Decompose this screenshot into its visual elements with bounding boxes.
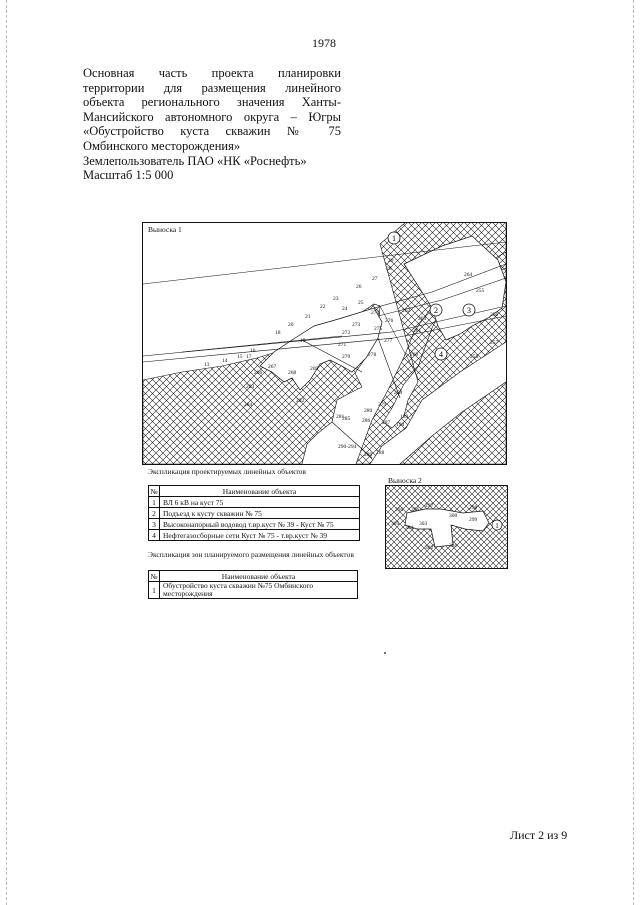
point-label: 24 [342, 306, 348, 312]
point-label: 263 [418, 316, 427, 322]
svg-text:4: 4 [439, 350, 443, 359]
header-name: Наименование объекта [160, 571, 358, 582]
table-row [149, 497, 360, 508]
point-label: 20 [288, 322, 294, 328]
point-label: 296 [411, 507, 420, 513]
row-num: 1 [149, 497, 160, 508]
point-label: 300 [449, 513, 458, 519]
inset-marker-1 [492, 520, 502, 530]
document-heading [83, 66, 341, 183]
objects-table [148, 485, 360, 541]
scan-edge-left [6, 0, 7, 905]
point-label: 262 [402, 308, 411, 314]
header-num: № [150, 486, 158, 496]
scan-dot [384, 652, 386, 654]
point-label: 18 [275, 330, 281, 336]
callout-1-label: Выноска 1 [148, 225, 182, 234]
heading-line: Омбинского месторождения» [83, 138, 241, 153]
point-label: 303 [419, 521, 428, 527]
route-marker-1 [388, 232, 400, 244]
point-label: 289 [364, 452, 373, 458]
heading-line: Основная часть проекта планировки [83, 66, 341, 80]
row-num: 2 [149, 508, 160, 519]
row-num: 4 [149, 530, 160, 541]
route-marker-4 [435, 348, 447, 360]
table-row [149, 508, 360, 519]
point-label: 27 [372, 276, 378, 282]
inset-caption: Выноска 2 [388, 476, 422, 485]
zones-table [148, 570, 358, 599]
point-label: 22 [320, 304, 326, 310]
point-label: 270 [342, 354, 351, 360]
header-num: № [150, 571, 158, 581]
point-label: 285 [342, 416, 351, 422]
header-name: Наименование объекта [160, 486, 360, 497]
row-name: Нефтегазосборные сети Куст № 75 - т.вр.куст № 39 [160, 530, 360, 541]
point-label: 258 [470, 354, 479, 360]
point-label: 286 [362, 418, 371, 424]
sheet-number: Лист 2 из 9 [510, 828, 568, 842]
point-label: 297 [425, 503, 434, 509]
point-label: 13 [204, 362, 210, 368]
point-label: 190 [396, 422, 405, 428]
heading-line: территории для размещения линейного [83, 80, 341, 95]
scan-edge-right [633, 0, 634, 905]
point-label: 261 [413, 328, 422, 334]
point-label: 264 [464, 272, 473, 278]
point-label: 257 [490, 340, 499, 346]
point-label: 280 [364, 408, 373, 414]
point-label: 287 [382, 420, 391, 426]
point-label: 304 [405, 525, 414, 531]
point-label: 295 [395, 507, 404, 513]
point-label: 302 [425, 545, 434, 551]
objects-table-caption: Экспликация проектируемых линейных объектов [148, 467, 306, 476]
point-label: 16 [250, 348, 256, 354]
row-name: Обустройство куста скважин №75 Омбинского месторождения [160, 582, 358, 599]
inset-map [385, 485, 508, 574]
svg-text:1: 1 [392, 234, 396, 243]
point-label: 189 [400, 414, 409, 420]
point-label: 272 [342, 330, 351, 336]
table-row [149, 582, 358, 599]
table-header-row [149, 486, 360, 497]
heading-line: «Обустройство куста скважин № 75 [83, 124, 341, 139]
point-label: 271 [338, 342, 347, 348]
heading-line: Мансийского автономного округа – Югры [83, 109, 341, 124]
table-row [149, 519, 360, 530]
point-label: 281 [336, 414, 345, 420]
point-label: 268 [288, 370, 297, 376]
svg-text:2: 2 [434, 306, 438, 315]
heading-line: объекта регионального значения Ханты- [83, 95, 341, 110]
point-label: 260 [410, 352, 419, 358]
point-label: 266 [254, 370, 263, 376]
table-row [149, 530, 360, 541]
svg-text:3: 3 [467, 306, 471, 315]
point-label: 298 [469, 505, 478, 511]
point-label: 305 [391, 521, 400, 527]
row-name: ВЛ 6 кВ на куст 75 [160, 497, 360, 508]
point-label: 14 [222, 358, 228, 364]
point-label: 279 [378, 402, 387, 408]
point-label: 255 [476, 288, 485, 294]
point-label: 284 [244, 402, 253, 408]
point-label: 269 [310, 366, 319, 372]
point-label: 25 [358, 300, 364, 306]
scale-label: Масштаб 1:5 000 [83, 168, 174, 183]
point-label: 256 [490, 312, 499, 318]
point-label: 23 [333, 296, 339, 302]
page-number: 1978 [312, 36, 336, 50]
point-label: 301 [449, 543, 458, 549]
route-marker-3 [463, 304, 475, 316]
point-label: 19 [300, 338, 306, 344]
point-label: 26 [356, 284, 362, 290]
point-label: 277 [384, 338, 393, 344]
point-label: 15 [237, 354, 243, 360]
svg-text:1: 1 [495, 522, 499, 530]
point-label: 288 [376, 450, 385, 456]
point-label: 278 [368, 352, 377, 358]
point-label: 276 [385, 318, 394, 324]
row-name: Высоконапорный водовод т.вр.куст № 39 - Куст № 75 [160, 519, 360, 530]
point-label: 273 [352, 322, 361, 328]
zones-table-caption: Экспликация зон планируемого размещения линейных объектов [148, 550, 354, 559]
point-label: 21 [305, 314, 311, 320]
land-user: Землепользователь ПАО «НК «Роснефть» [83, 153, 307, 168]
main-map [142, 222, 507, 470]
point-label: 267 [268, 364, 277, 370]
row-name: Подъезд к кусту скважин № 75 [160, 508, 360, 519]
point-label: 290-294 [338, 444, 357, 450]
point-label: 283 [246, 384, 255, 390]
table-header-row [149, 571, 358, 582]
point-label: 299 [469, 517, 478, 523]
point-label: 28 [386, 266, 392, 272]
point-label: 29 [388, 258, 394, 264]
route-marker-2 [430, 304, 442, 316]
point-label: 274 [371, 310, 380, 316]
point-label: 275 [374, 326, 383, 332]
row-num: 3 [149, 519, 160, 530]
point-label: 17 [246, 354, 252, 360]
row-num: 1 [149, 582, 160, 599]
point-label: 282 [296, 398, 305, 404]
point-label: 259 [394, 390, 403, 396]
